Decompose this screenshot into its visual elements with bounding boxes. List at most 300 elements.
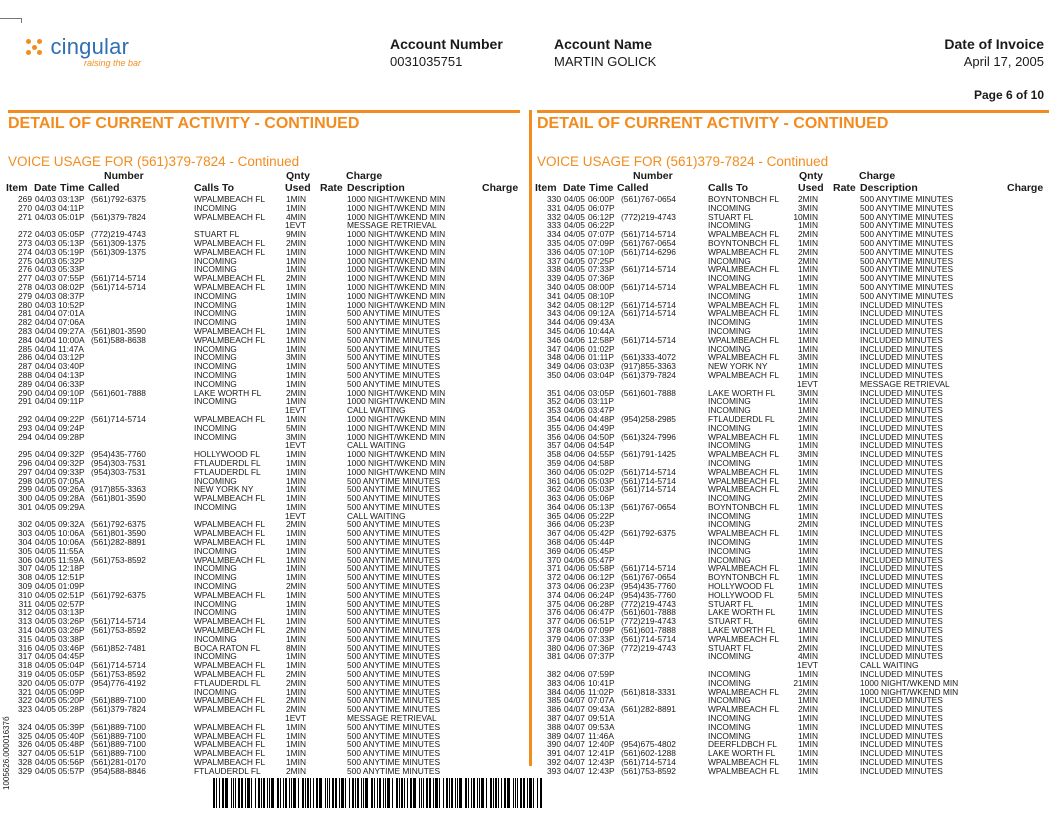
cell-time: 04:58P bbox=[588, 457, 615, 468]
cell-description: 1000 NIGHT/WKEND MIN bbox=[347, 387, 446, 398]
cell-date: 04/06 bbox=[564, 466, 585, 477]
cell-used: 1MIN bbox=[797, 431, 818, 442]
cell-description: 1000 NIGHT/WKEND MIN bbox=[347, 457, 446, 468]
cell-called: (561)792-6375 bbox=[91, 519, 146, 530]
cell-description: 500 ANYTIME MINUTES bbox=[347, 334, 441, 345]
cell-used: 1MIN bbox=[797, 730, 818, 741]
barcode-bar bbox=[493, 778, 494, 808]
cell-item: 359 bbox=[547, 457, 561, 468]
cell-used: 1MIN bbox=[285, 589, 306, 600]
barcode-bar bbox=[396, 778, 398, 808]
cell-used: 1MIN bbox=[797, 765, 818, 776]
barcode-bar bbox=[235, 778, 236, 808]
cell-called: (561)714-5714 bbox=[621, 229, 676, 240]
cell-called: (561)791-1425 bbox=[621, 449, 676, 460]
cell-time: 11:55A bbox=[58, 545, 84, 556]
cell-calls-to: INCOMING bbox=[708, 317, 751, 328]
cell-description: MESSAGE RETRIEVAL bbox=[347, 713, 437, 724]
cell-description: 500 ANYTIME MINUTES bbox=[347, 475, 441, 486]
account-name: MARTIN GOLICK bbox=[554, 54, 657, 69]
cell-date: 04/03 bbox=[35, 264, 56, 275]
cell-date: 04/05 bbox=[35, 704, 56, 715]
cell-calls-to: FTLAUDERDL FL bbox=[194, 677, 261, 688]
cell-item: 379 bbox=[547, 633, 561, 644]
cell-date: 04/06 bbox=[564, 651, 585, 662]
cell-used: 1MIN bbox=[797, 607, 818, 618]
cell-called: (561)767-0654 bbox=[621, 572, 676, 583]
barcode-bar bbox=[490, 778, 492, 808]
cell-time: 09:10P bbox=[58, 387, 85, 398]
col-calls-to: Calls To bbox=[708, 182, 749, 194]
cell-used: 1EVT bbox=[797, 660, 818, 671]
cell-description: 500 ANYTIME MINUTES bbox=[860, 264, 954, 275]
cell-item: 312 bbox=[18, 607, 32, 618]
cell-date: 04/05 bbox=[35, 721, 56, 732]
invoice-date-block bbox=[944, 36, 1044, 69]
cell-description: 500 ANYTIME MINUTES bbox=[347, 598, 441, 609]
cell-used: 2MIN bbox=[797, 413, 818, 424]
cell-description: INCLUDED MINUTES bbox=[860, 493, 943, 504]
col-called: Called bbox=[88, 182, 120, 194]
cell-used: 3MIN bbox=[797, 202, 818, 213]
cell-used: 1MIN bbox=[285, 246, 306, 257]
cell-item: 361 bbox=[547, 475, 561, 486]
cell-description: INCLUDED MINUTES bbox=[860, 572, 943, 583]
cell-item: 363 bbox=[547, 493, 561, 504]
cell-date: 04/05 bbox=[564, 264, 585, 275]
cell-used: 1MIN bbox=[285, 730, 306, 741]
cell-time: 12:40P bbox=[588, 739, 615, 750]
cell-time: 09:11P bbox=[58, 396, 84, 407]
table-header-right bbox=[533, 169, 1049, 195]
cell-calls-to: WPALMBEACH FL bbox=[194, 493, 266, 504]
col-description: Description bbox=[860, 182, 918, 194]
cell-time: 07:07P bbox=[588, 229, 615, 240]
cell-time: 06:07P bbox=[588, 202, 615, 213]
cell-date: 04/03 bbox=[35, 237, 56, 248]
table-row bbox=[4, 503, 520, 512]
cell-description: 500 ANYTIME MINUTES bbox=[347, 343, 441, 354]
cell-called: (561)714-5714 bbox=[91, 413, 146, 424]
cell-called: (561)889-7100 bbox=[91, 748, 146, 759]
cell-item: 378 bbox=[547, 625, 561, 636]
cell-time: 07:36P bbox=[588, 642, 615, 653]
cell-date: 04/05 bbox=[35, 660, 56, 671]
cell-time: 11:47A bbox=[58, 343, 84, 354]
cell-description: INCLUDED MINUTES bbox=[860, 422, 943, 433]
cell-used: 2MIN bbox=[285, 669, 306, 680]
cell-item: 392 bbox=[547, 757, 561, 767]
cell-item: 342 bbox=[547, 299, 561, 310]
cell-calls-to: LAKE WORTH FL bbox=[708, 625, 776, 636]
barcode-bar bbox=[355, 778, 356, 808]
barcode-bar bbox=[392, 778, 393, 808]
cell-called: (561)714-5714 bbox=[91, 273, 146, 284]
cell-time: 09:12A bbox=[588, 308, 615, 319]
cell-description: INCLUDED MINUTES bbox=[860, 581, 943, 592]
cell-item: 374 bbox=[547, 589, 561, 600]
cell-time: 05:28P bbox=[58, 704, 85, 715]
cell-calls-to: WPALMBEACH FL bbox=[194, 237, 266, 248]
barcode-bar bbox=[245, 778, 246, 808]
cell-date: 04/03 bbox=[35, 255, 56, 266]
cell-description: 1000 NIGHT/WKEND MIN bbox=[347, 431, 446, 442]
col-number: Number bbox=[104, 170, 144, 182]
cell-description: 500 ANYTIME MINUTES bbox=[347, 721, 441, 732]
cell-used: 10MIN bbox=[793, 211, 818, 222]
barcode-bar bbox=[361, 778, 362, 808]
cell-calls-to: INCOMING bbox=[194, 255, 237, 266]
cell-description: INCLUDED MINUTES bbox=[860, 554, 943, 565]
cell-time: 06:51P bbox=[588, 616, 615, 627]
cell-date: 04/06 bbox=[564, 317, 585, 328]
cell-calls-to: INCOMING bbox=[194, 598, 237, 609]
cell-calls-to: WPALMBEACH FL bbox=[194, 246, 266, 257]
cell-calls-to: FTLAUDERDL FL bbox=[708, 413, 775, 424]
table-row bbox=[4, 397, 520, 406]
barcode-bar bbox=[451, 778, 453, 808]
cell-used: 1MIN bbox=[797, 554, 818, 565]
cell-time: 10:06A bbox=[58, 528, 85, 539]
cell-time: 03:11P bbox=[588, 396, 614, 407]
cell-calls-to: WPALMBEACH FL bbox=[194, 519, 266, 530]
cell-calls-to: INCOMING bbox=[194, 361, 237, 372]
cell-description: 500 ANYTIME MINUTES bbox=[347, 686, 441, 697]
cell-description: 1000 NIGHT/WKEND MIN bbox=[347, 255, 446, 266]
cell-date: 04/04 bbox=[35, 317, 56, 328]
cell-time: 02:51P bbox=[58, 589, 85, 600]
cell-calls-to: WPALMBEACH FL bbox=[708, 528, 780, 539]
barcode-bar bbox=[465, 778, 467, 808]
cell-used: 3MIN bbox=[797, 352, 818, 363]
cell-date: 04/04 bbox=[35, 378, 56, 389]
cell-date: 04/06 bbox=[564, 352, 585, 363]
cell-description: 500 ANYTIME MINUTES bbox=[347, 361, 441, 372]
cell-description: 500 ANYTIME MINUTES bbox=[347, 493, 441, 504]
barcode-bar bbox=[471, 778, 472, 808]
cell-description: 500 ANYTIME MINUTES bbox=[347, 581, 441, 592]
cell-time: 07:10P bbox=[588, 246, 615, 257]
cell-called: (917)855-3363 bbox=[91, 484, 146, 495]
account-name-label: Account Name bbox=[554, 36, 653, 52]
cell-item: 281 bbox=[18, 308, 32, 319]
cell-time: 06:23P bbox=[588, 581, 615, 592]
cell-used: 2MIN bbox=[285, 677, 306, 688]
cell-date: 04/05 bbox=[35, 677, 56, 688]
cell-date: 04/05 bbox=[35, 642, 56, 653]
cell-used: 1MIN bbox=[285, 721, 306, 732]
cell-calls-to: INCOMING bbox=[708, 343, 751, 354]
barcode-bar bbox=[316, 778, 318, 808]
page-number: Page 6 of 10 bbox=[973, 88, 1044, 102]
cell-date: 04/03 bbox=[35, 299, 56, 310]
cell-description: 500 ANYTIME MINUTES bbox=[347, 695, 441, 706]
cell-item: 270 bbox=[18, 202, 32, 213]
cell-date: 04/03 bbox=[35, 246, 56, 257]
cell-time: 03:13P bbox=[58, 607, 85, 618]
cell-item: 309 bbox=[18, 581, 32, 592]
cell-used: 2MIN bbox=[797, 255, 818, 266]
cell-used: 1MIN bbox=[285, 466, 306, 477]
cell-time: 07:36P bbox=[588, 273, 615, 284]
cell-item: 344 bbox=[547, 317, 561, 328]
barcode-bar bbox=[515, 778, 516, 808]
cell-time: 11:59A bbox=[58, 554, 84, 565]
cell-used: 1EVT bbox=[285, 713, 306, 724]
cell-used: 1EVT bbox=[285, 405, 306, 416]
cell-time: 06:33P bbox=[58, 378, 85, 389]
cell-date: 04/06 bbox=[564, 334, 585, 345]
cell-time: 06:00P bbox=[588, 194, 615, 204]
cell-time: 07:55P bbox=[58, 273, 85, 284]
barcode-bar bbox=[219, 778, 220, 808]
cell-item: 278 bbox=[18, 281, 32, 292]
cell-calls-to: BOYNTONBCH FL bbox=[708, 501, 780, 512]
cell-called: (954)588-8846 bbox=[91, 765, 146, 776]
cell-used: 1MIN bbox=[797, 501, 818, 512]
cell-time: 09:28A bbox=[58, 493, 85, 504]
barcode-bar bbox=[302, 778, 304, 808]
cell-called: (561)601-7888 bbox=[91, 387, 146, 398]
cell-used: 5MIN bbox=[285, 422, 306, 433]
cell-time: 12:51P bbox=[58, 572, 85, 583]
voice-usage-title: VOICE USAGE FOR (561)379-7824 - Continued bbox=[8, 154, 300, 169]
cell-calls-to: WPALMBEACH FL bbox=[708, 484, 780, 495]
cell-used: 2MIN bbox=[285, 625, 306, 636]
cell-time: 05:20P bbox=[58, 695, 85, 706]
barcode-bar bbox=[374, 778, 375, 808]
cell-calls-to: WPALMBEACH FL bbox=[708, 299, 780, 310]
cell-item: 323 bbox=[18, 704, 32, 715]
cell-description: 500 ANYTIME MINUTES bbox=[347, 528, 441, 539]
cell-date: 04/06 bbox=[564, 528, 585, 539]
cell-calls-to: INCOMING bbox=[194, 202, 237, 213]
cell-time: 07:05A bbox=[58, 475, 85, 486]
barcode-bar bbox=[457, 778, 458, 808]
barcode-bar bbox=[271, 778, 274, 808]
cell-description: 500 ANYTIME MINUTES bbox=[347, 739, 441, 750]
barcode-bar bbox=[529, 778, 532, 808]
barcode-bar bbox=[298, 778, 299, 808]
cell-description: INCLUDED MINUTES bbox=[860, 387, 943, 398]
cell-used: 1MIN bbox=[285, 484, 306, 495]
cell-time: 07:33P bbox=[588, 633, 615, 644]
cell-calls-to: STUART FL bbox=[194, 229, 240, 240]
cell-calls-to: INCOMING bbox=[194, 581, 237, 592]
cell-calls-to: INCOMING bbox=[708, 519, 751, 530]
barcode-bar bbox=[407, 778, 408, 808]
col-charge-top: Charge bbox=[859, 170, 896, 182]
cell-date: 04/04 bbox=[35, 396, 56, 407]
cell-calls-to: STUART FL bbox=[708, 211, 754, 222]
cell-date: 04/05 bbox=[564, 290, 585, 301]
cell-item: 305 bbox=[18, 545, 32, 556]
barcode-bar bbox=[410, 778, 412, 808]
cell-description: 500 ANYTIME MINUTES bbox=[860, 255, 954, 266]
cell-calls-to: INCOMING bbox=[708, 651, 751, 662]
cell-called: (561)714-5714 bbox=[91, 281, 146, 292]
cell-calls-to: WPALMBEACH FL bbox=[708, 704, 780, 715]
cell-date: 04/03 bbox=[35, 229, 56, 240]
cell-calls-to: WPALMBEACH FL bbox=[708, 563, 780, 574]
barcode-bar bbox=[449, 778, 450, 808]
cell-item: 300 bbox=[18, 493, 32, 504]
cell-used: 2MIN bbox=[797, 246, 818, 257]
cell-item: 286 bbox=[18, 352, 32, 363]
cell-time: 05:58P bbox=[588, 563, 615, 574]
cell-time: 09:43A bbox=[588, 317, 615, 328]
cell-description: 500 ANYTIME MINUTES bbox=[860, 202, 954, 213]
barcode-bar bbox=[213, 778, 215, 808]
brand-name: cingular bbox=[50, 34, 130, 59]
cell-time: 05:42P bbox=[588, 528, 615, 539]
cell-date: 04/05 bbox=[35, 625, 56, 636]
cell-used: 5MIN bbox=[797, 589, 818, 600]
barcode-bar bbox=[481, 778, 484, 808]
cell-date: 04/05 bbox=[35, 581, 56, 592]
cell-calls-to: INCOMING bbox=[194, 317, 237, 328]
cell-date: 04/05 bbox=[35, 730, 56, 741]
cell-description: 500 ANYTIME MINUTES bbox=[347, 352, 441, 363]
cell-used: 1MIN bbox=[285, 686, 306, 697]
cell-description: INCLUDED MINUTES bbox=[860, 352, 943, 363]
cell-description: 500 ANYTIME MINUTES bbox=[347, 563, 441, 574]
cell-date: 04/06 bbox=[564, 545, 585, 556]
cell-description: 500 ANYTIME MINUTES bbox=[860, 281, 954, 292]
barcode-bar bbox=[345, 778, 346, 808]
cell-description: INCLUDED MINUTES bbox=[860, 325, 943, 336]
cell-used: 1MIN bbox=[797, 625, 818, 636]
cell-date: 04/06 bbox=[564, 616, 585, 627]
cell-description: 500 ANYTIME MINUTES bbox=[860, 273, 954, 284]
cell-used: 1MIN bbox=[285, 545, 306, 556]
cell-used: 1MIN bbox=[797, 633, 818, 644]
table-row bbox=[4, 705, 520, 714]
cell-item: 365 bbox=[547, 510, 561, 521]
cell-used: 1MIN bbox=[797, 669, 818, 680]
barcode-bar bbox=[269, 778, 270, 808]
cell-calls-to: WPALMBEACH FL bbox=[194, 660, 266, 671]
cell-item: 351 bbox=[547, 387, 561, 398]
cell-description: 500 ANYTIME MINUTES bbox=[347, 369, 441, 380]
cell-item: 343 bbox=[547, 308, 561, 319]
cell-called: (561)714-5714 bbox=[91, 616, 146, 627]
cell-used: 2MIN bbox=[797, 704, 818, 715]
cell-date: 04/06 bbox=[564, 510, 585, 521]
cell-description: CALL WAITING bbox=[347, 510, 406, 521]
cell-description: INCLUDED MINUTES bbox=[860, 589, 943, 600]
cell-item: 271 bbox=[18, 211, 32, 222]
cell-date: 04/06 bbox=[564, 325, 585, 336]
cell-calls-to: INCOMING bbox=[708, 730, 751, 741]
cell-description: MESSAGE RETRIEVAL bbox=[347, 220, 437, 231]
barcode-bar bbox=[216, 778, 217, 808]
table-header bbox=[4, 169, 520, 195]
cell-calls-to: WPALMBEACH FL bbox=[194, 537, 266, 548]
cell-used: 2MIN bbox=[797, 493, 818, 504]
cell-time: 09:32A bbox=[58, 519, 85, 530]
cell-date: 04/05 bbox=[35, 633, 56, 644]
usage-table-left bbox=[4, 195, 520, 776]
barcode-bar bbox=[233, 778, 234, 808]
cell-item: 328 bbox=[18, 757, 32, 767]
cell-item: 337 bbox=[547, 255, 561, 266]
cell-item: 273 bbox=[18, 237, 32, 248]
cell-item: 282 bbox=[18, 317, 32, 328]
cell-item: 291 bbox=[18, 396, 32, 407]
cell-calls-to: INCOMING bbox=[194, 396, 237, 407]
cell-date: 04/04 bbox=[35, 325, 56, 336]
cell-called: (954)435-7760 bbox=[91, 449, 146, 460]
barcode-bar bbox=[419, 778, 420, 808]
cell-time: 01:11P bbox=[588, 352, 614, 363]
cell-time: 05:02P bbox=[588, 466, 615, 477]
cell-item: 322 bbox=[18, 695, 32, 706]
cell-used: 1MIN bbox=[285, 202, 306, 213]
cell-date: 04/06 bbox=[564, 589, 585, 600]
barcode-bar bbox=[533, 778, 534, 808]
cell-used: 1MIN bbox=[285, 554, 306, 565]
table-row bbox=[533, 767, 1049, 776]
cell-time: 08:10P bbox=[588, 290, 615, 301]
col-number: Number bbox=[633, 170, 673, 182]
cell-description: INCLUDED MINUTES bbox=[860, 396, 943, 407]
cell-item: 366 bbox=[547, 519, 561, 530]
cell-item: 325 bbox=[18, 730, 32, 741]
cell-item: 299 bbox=[18, 484, 32, 495]
barcode-bar bbox=[404, 778, 405, 808]
cell-item: 333 bbox=[547, 220, 561, 231]
cell-date: 04/05 bbox=[35, 572, 56, 583]
cell-called: (561)889-7100 bbox=[91, 730, 146, 741]
cell-date: 04/07 bbox=[564, 757, 585, 767]
cell-item: 324 bbox=[18, 721, 32, 732]
cell-date: 04/07 bbox=[564, 695, 585, 706]
cell-item: 372 bbox=[547, 572, 561, 583]
cell-used: 1MIN bbox=[285, 616, 306, 627]
cingular-logo bbox=[26, 34, 142, 68]
cell-time: 10:52P bbox=[58, 299, 85, 310]
usage-table-right bbox=[533, 195, 1049, 776]
cell-time: 06:28P bbox=[588, 598, 615, 609]
cell-date: 04/06 bbox=[564, 669, 585, 680]
cell-time: 12:58P bbox=[588, 334, 615, 345]
cell-item: 339 bbox=[547, 273, 561, 284]
cell-calls-to: BOYNTONBCH FL bbox=[708, 237, 780, 248]
cell-date: 04/06 bbox=[564, 484, 585, 495]
cell-item: 304 bbox=[18, 537, 32, 548]
table-row bbox=[4, 433, 520, 442]
cell-called: (561)753-8592 bbox=[91, 554, 146, 565]
cell-used: 1MIN bbox=[285, 493, 306, 504]
section-title: DETAIL OF CURRENT ACTIVITY - CONTINUED bbox=[8, 110, 520, 138]
cell-item: 313 bbox=[18, 616, 32, 627]
barcode-bar bbox=[383, 778, 384, 808]
cell-used: 1MIN bbox=[285, 317, 306, 328]
cell-item: 353 bbox=[547, 405, 561, 416]
cell-item: 327 bbox=[18, 748, 32, 759]
barcode-bar bbox=[523, 778, 525, 808]
barcode-bar bbox=[283, 778, 284, 808]
cell-description: INCLUDED MINUTES bbox=[860, 519, 943, 530]
cell-time: 05:07P bbox=[58, 677, 85, 688]
cell-used: 6MIN bbox=[797, 616, 818, 627]
cell-date: 04/05 bbox=[564, 255, 585, 266]
cell-item: 296 bbox=[18, 457, 32, 468]
cell-item: 387 bbox=[547, 713, 561, 724]
cell-calls-to: INCOMING bbox=[194, 352, 237, 363]
cell-item: 276 bbox=[18, 264, 32, 275]
